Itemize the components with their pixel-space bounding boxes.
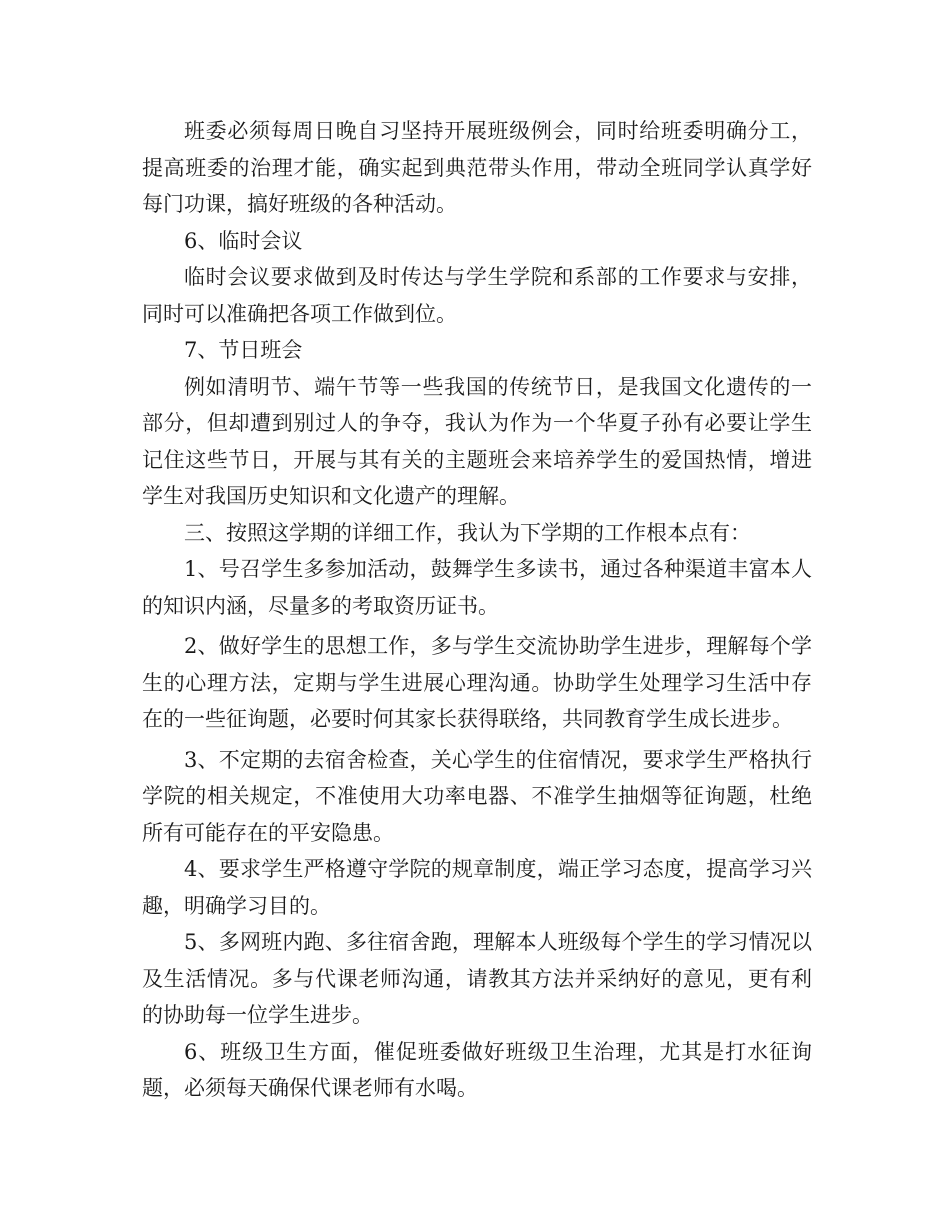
paragraph-holiday-class-meeting: 例如清明节、端午节等一些我国的传统节日，是我国文化遗传的一部分，但却遭到别过人的争夺，我认为作为一个华夏子孙有必要让学生记住这些节日，开展与其有关的主题班会来培养学生的爱国热情，增进学生对我国历史知识和文化遗产的理解。 [142,374,812,508]
paragraph-item-5: 5、多网班内跑、多往宿舍跑，理解本人班级每个学生的学习情况以及生活情况。多与代课老师沟通，请教其方法并采纳好的意见，更有利的协助每一位学生进步。 [142,930,812,1027]
paragraph-temporary-meeting: 临时会议要求做到及时传达与学生学院和系部的工作要求与安排，同时可以准确把各项工作做到位。 [142,265,812,326]
heading-holiday-class-meeting: 7、节日班会 [184,338,303,362]
heading-temporary-meeting: 6、临时会议 [184,228,303,253]
paragraph-item-2: 2、做好学生的思想工作，多与学生交流协助学生进步，理解每个学生的心理方法，定期与学生进展心理沟通。协助学生处理学习生活中存在的一些征询题，必要时何其家长获得联络，共同教育学生成长进步。 [142,634,812,731]
paragraph-item-6: 6、班级卫生方面，催促班委做好班级卫生治理，尤其是打水征询题，必须每天确保代课老师有水喝。 [142,1039,812,1100]
paragraph-item-1: 1、号召学生多参加活动，鼓舞学生多读书，通过各种渠道丰富本人的知识内涵，尽量多的考取资历证书。 [142,557,812,618]
paragraph-item-4: 4、要求学生严格遵守学院的规章制度，端正学习态度，提高学习兴趣，明确学习目的。 [142,857,812,918]
heading-next-term-focus: 三、按照这学期的详细工作，我认为下学期的工作根本点有： [184,520,751,545]
paragraph-class-committee-meeting: 班委必须每周日晚自习坚持开展班级例会，同时给班委明确分工，提高班委的治理才能，确实起到典范带头作用，带动全班同学认真学好每门功课，搞好班级的各种活动。 [142,119,812,216]
paragraph-item-3: 3、不定期的去宿舍检查，关心学生的住宿情况，要求学生严格执行学院的相关规定，不准使用大功率电器、不准学生抽烟等征询题，杜绝所有可能存在的平安隐患。 [142,747,812,845]
document-body [142,113,812,1107]
